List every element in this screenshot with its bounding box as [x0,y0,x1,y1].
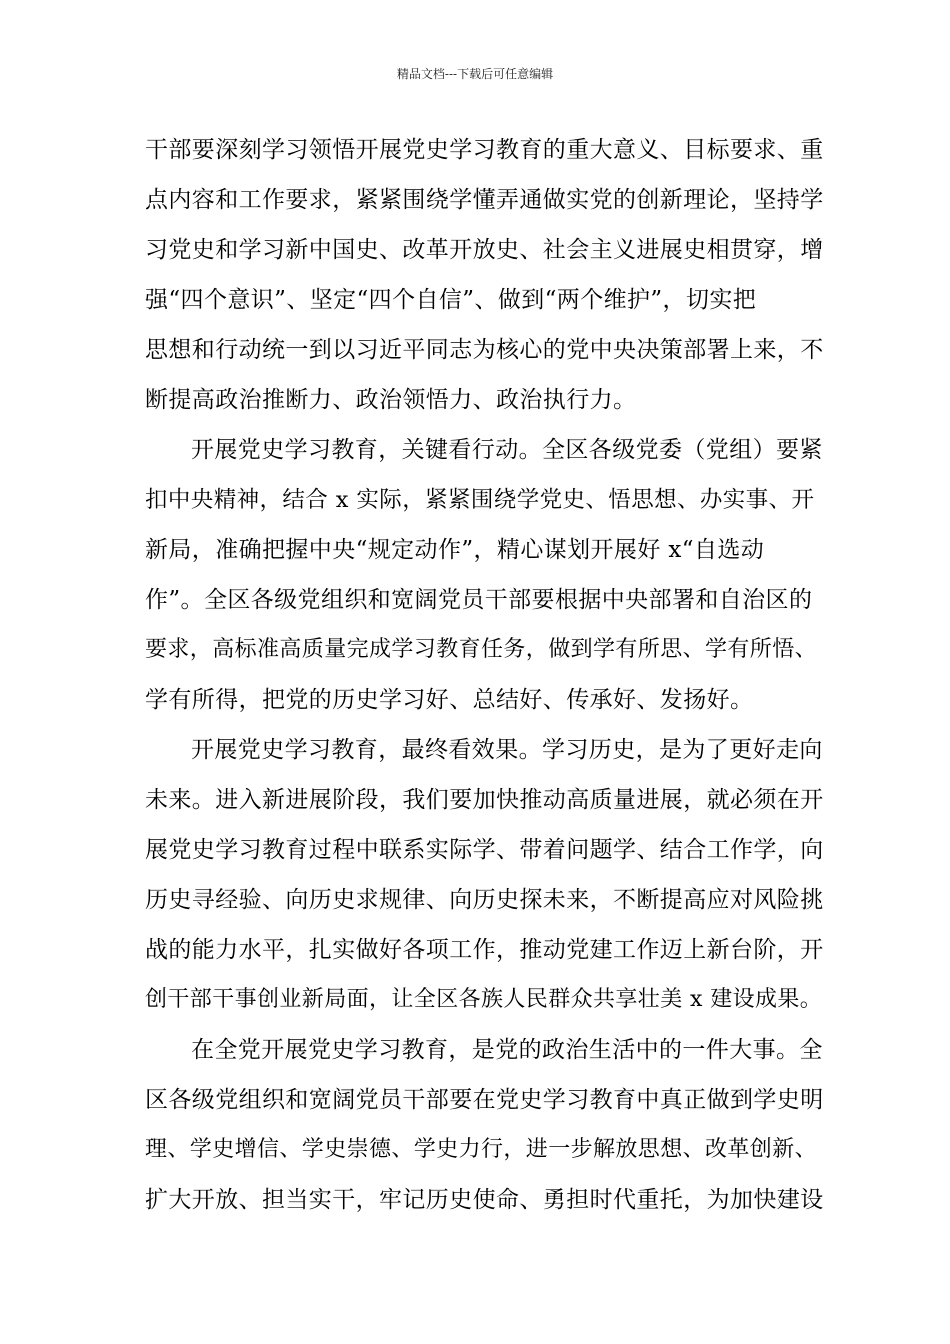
text-line: 未来。进入新进展阶段，我们要加快推动高质量进展，就必须在开 [145,787,824,813]
text-line: 扩大开放、担当实干，牢记历史使命、勇担时代重托，为加快建设 [145,1187,824,1213]
text-line: 要求，高标准高质量完成学习教育任务，做到学有所思、学有所悟、 [145,637,818,662]
text-line: 强“四个意识”、坚定“四个自信”、做到“两个维护”，切实把 [145,287,757,313]
paragraph-first-line: 开展党史学习教育，关键看行动。全区各级党委（党组）要紧 [191,437,823,463]
document-body [145,125,825,1225]
text-line: 理、学史增信、学史崇德、学史力行，进一步解放思想、改革创新、 [145,1137,818,1162]
text-line: 干部要深刻学习领悟开展党史学习教育的重大意义、目标要求、重 [145,137,824,163]
page-header: 精品文档---下载后可任意编辑 [396,67,554,81]
paragraph-first-line: 在全党开展党史学习教育，是党的政治生活中的一件大事。全 [191,1037,823,1063]
paragraph-first-line: 开展党史学习教育，最终看效果。学习历史，是为了更好走向 [191,737,823,763]
text-line: 思想和行动统一到以习近平同志为核心的党中央决策部署上来，不 [145,337,824,363]
text-line: 作”。全区各级党组织和宽阔党员干部要根据中央部署和自治区的 [145,587,813,613]
text-line: 断提高政治推断力、政治领悟力、政治执行力。 [145,387,637,413]
text-line: 习党史和学习新中国史、改革开放史、社会主义进展史相贯穿，增 [145,237,824,263]
text-line: 历史寻经验、向历史求规律、向历史探未来，不断提高应对风险挑 [145,887,824,913]
text-line: 创干部干事创业新局面，让全区各族人民群众共享壮美 x 建设成果。 [145,987,823,1012]
text-line: 学有所得，把党的历史学习好、总结好、传承好、发扬好。 [145,687,754,713]
text-line: 展党史学习教育过程中联系实际学、带着问题学、结合工作学，向 [145,837,824,863]
text-line: 点内容和工作要求，紧紧围绕学懂弄通做实党的创新理论，坚持学 [145,187,824,213]
text-line: 区各级党组织和宽阔党员干部要在党史学习教育中真正做到学史明 [145,1087,824,1113]
text-line: 新局，准确把握中央“规定动作”，精心谋划开展好 x“自选动 [145,537,765,563]
text-line: 战的能力水平，扎实做好各项工作，推动党建工作迈上新台阶，开 [145,937,824,963]
text-line: 扣中央精神，结合 x 实际，紧紧围绕学党史、悟思想、办实事、开 [145,487,815,513]
